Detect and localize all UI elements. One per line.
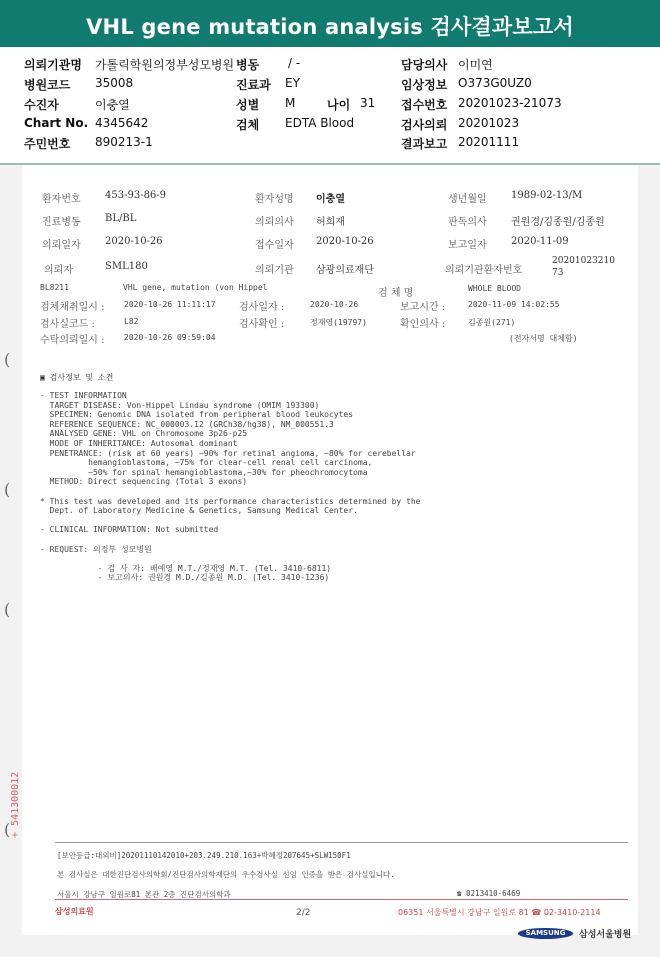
report-value-requesting-org: 삼광의료재단 (316, 265, 374, 276)
body-line: Dept. of Laboratory Medicine & Genetics, Samsung Medical Center. (40, 506, 358, 516)
page-number: 2/2 (296, 908, 311, 918)
report-label-patient-name: 환자성명 (255, 194, 294, 205)
body-line (40, 554, 421, 564)
test-name: VHL gene, mutation (von Hippel (123, 283, 268, 292)
page-title: VHL gene mutation analysis 검사결과보고서 (86, 15, 574, 39)
meta-label-lab-code: 검사실코드 : (40, 319, 95, 330)
header-value-ward: / - (288, 56, 301, 70)
report-label-reading-doctor: 판독의사 (448, 217, 487, 228)
lab-phone: ☎ 0213410-6469 (457, 889, 521, 898)
body-line (40, 516, 421, 526)
header-label-sex: 성별 (236, 98, 260, 112)
header-value-chart-no: 4345642 (95, 116, 149, 130)
header-label-specimen: 검체 (236, 118, 260, 132)
body-line: SPECIMEN: Genomic DNA isolated from peripheral blood leukocytes (40, 410, 354, 420)
binder-hole-icon: ( (4, 820, 11, 839)
meta-value-test-date: 2020-10-26 (310, 300, 359, 309)
report-value-patient-name: 이충열 (316, 194, 345, 205)
body-line: ANALYSED GENE: VHL on Chromosome 3p26-p25 (40, 429, 248, 439)
body-line: TARGET DISEASE: Von-Hippel Lindau syndrome (OMIM 193300) (40, 400, 320, 410)
binder-hole-icon: ( (4, 480, 11, 499)
meta-value-consign: 2020-10-26 09:59:04 (124, 333, 216, 342)
header-value-hospital-code: 35008 (95, 76, 134, 90)
lab-address: 서울시 강남구 일원로81 본관 2층 진단검사의학과 (57, 890, 231, 899)
meta-label-test-date: 검사일자 : (239, 302, 285, 313)
report-value-ward: BL/BL (105, 213, 137, 224)
header-label-receipt-no: 접수번호 (401, 98, 448, 112)
section-title: ▣ 검사정보 및 소견 (40, 373, 114, 382)
body-line (40, 487, 421, 497)
header-label-ward: 병동 (236, 58, 260, 72)
header-value-physician: 이미연 (458, 58, 493, 72)
body-line: - TEST INFORMATION (40, 391, 127, 400)
header-label-patient: 수진자 (24, 98, 59, 112)
header-label-hospital-code: 병원코드 (24, 78, 71, 92)
meta-label-collection: 검체채취일시 : (40, 302, 105, 313)
hospital-address: 06351 서울특별시 강남구 일원로 81 ☎ 02-3410-2114 (398, 908, 601, 917)
report-label-request-date: 의뢰일자 (42, 240, 81, 251)
body-line (40, 535, 421, 545)
report-value-dob: 1989-02-13/M (511, 190, 583, 201)
header-value-institution: 가톨릭학원의정부성모병원 (95, 58, 235, 72)
body-line: hemangioblastoma, ~75% for clear-cell renal cell carcinoma, (40, 458, 373, 468)
samsung-logo: SAMSUNG (518, 928, 573, 939)
security-line: [보안등급:대외비]20201110142010+203.249.210.163+박혜정207645+SLW150F1 (57, 851, 351, 860)
body-line: - 보고의사: 권원경 M.D./김종원 M.D. (Tel. 3410-1236) (40, 573, 330, 583)
report-value-reading-doctor: 권원경/김종원/김종원 (511, 217, 605, 228)
header-value-sex: M (285, 96, 296, 110)
meta-value-collection: 2020-10-26 11:11:17 (124, 300, 216, 309)
report-label-org-patient-no: 의뢰기관환자번호 (445, 265, 523, 276)
report-value-report-date: 2020-11-09 (511, 236, 569, 247)
certification-line: 본 검사실은 대한진단검사의학회/진단검사의학재단의 우수검사실 신임 인증을 받은 검사실입니다. (57, 870, 395, 879)
header-label-report-date: 결과보고 (401, 137, 448, 151)
title-bar (0, 0, 660, 47)
report-value-patient-no: 453-93-86-9 (105, 190, 167, 201)
binder-hole-icon: ( (4, 600, 11, 619)
report-label-report-date: 보고일자 (448, 240, 487, 251)
body-line: METHOD: Direct sequencing (Total 3 exons) (40, 477, 248, 487)
meta-value-verified: 정재영(19797) (310, 318, 367, 327)
hospital-group-name: 삼성의료원 (55, 907, 94, 916)
header-value-specimen: EDTA Blood (285, 116, 355, 130)
header-value-patient: 이충열 (95, 98, 130, 112)
body-line: MODE OF INHERITANCE: Autosomal dominant (40, 438, 238, 448)
report-value-requester: SML180 (105, 261, 148, 272)
report-label-dob: 생년월일 (448, 194, 487, 205)
header-label-physician: 담당의사 (401, 58, 448, 72)
body-line: REFERENCE SEQUENCE: NC_000003.12 (GRCh38/hg38), NM_000551.3 (40, 419, 334, 429)
meta-label-confirm-doctor: 확인의사 : (400, 319, 446, 330)
report-label-ward: 진료병동 (42, 217, 81, 228)
footer-red-line (55, 899, 628, 900)
report-label-patient-no: 환자번호 (42, 194, 81, 205)
body-line: ~50% for spinal hemangioblastoma,~30% for pheochromocytoma (40, 467, 368, 477)
specimen-name-value: WHOLE BLOOD (468, 284, 521, 293)
report-value-request-date: 2020-10-26 (105, 236, 163, 247)
report-label-requesting-org: 의뢰기관 (255, 265, 294, 276)
header-label-age: 나이 (327, 98, 351, 112)
header-label-request-date: 검사의뢰 (401, 118, 448, 132)
hospital-brand: 삼성서울병원 (579, 930, 632, 940)
report-value-receipt-date: 2020-10-26 (316, 236, 374, 247)
body-line: - CLINICAL INFORMATION: Not submitted (40, 525, 219, 535)
header-value-receipt-no: 20201023-21073 (458, 96, 562, 110)
side-serial-number: + 541300012 (10, 771, 21, 838)
body-line: PENETRANCE: (risk at 60 years) ~90% for retinal angioma, ~80% for cerebellar (40, 448, 416, 458)
meta-value-report-time: 2020-11-09 14:02:55 (468, 300, 560, 309)
header-label-chart-no: Chart No. (24, 116, 89, 130)
e-signature-note: (전자서명 대체함) (509, 334, 578, 343)
meta-value-lab-code: L82 (124, 317, 139, 326)
meta-label-verified: 검사확인 : (239, 319, 285, 330)
header-value-department: EY (285, 76, 300, 90)
test-information-body (40, 391, 421, 583)
header-label-clinical-info: 임상정보 (401, 78, 448, 92)
test-code: BL8211 (40, 283, 69, 292)
body-line: - REQUEST: 의정부 성모병원 (40, 544, 152, 554)
body-line: * This test was developed and its performance characteristics determined by the (40, 496, 421, 506)
report-label-requester: 의뢰자 (44, 265, 73, 276)
specimen-name-label: 검 체 명 (378, 288, 414, 299)
header-label-institution: 의뢰기관명 (24, 58, 82, 72)
report-value-org-patient-no: 20201023210 73 (552, 256, 615, 278)
report-label-receipt-date: 접수일자 (255, 240, 294, 251)
body-line: - 검 사 자: 배예영 M.T./정재영 M.T. (Tel. 3410-6811) (40, 563, 332, 573)
header-value-request-date: 20201023 (458, 116, 520, 130)
report-value-referring-doctor: 허희재 (316, 217, 345, 228)
report-label-referring-doctor: 의뢰의사 (255, 217, 294, 228)
footer-divider (55, 842, 628, 843)
meta-label-consign: 수탁의뢰일시 : (40, 335, 105, 346)
header-value-age: 31 (360, 96, 376, 110)
header-value-clinical-info: O373G0UZ0 (458, 76, 532, 90)
header-label-department: 진료과 (236, 78, 271, 92)
meta-label-report-time: 보고시간 : (400, 302, 446, 313)
header-label-resident-no: 주민번호 (24, 137, 71, 151)
binder-hole-icon: ( (4, 350, 11, 369)
meta-value-confirm-doctor: 김종원(271) (468, 318, 516, 327)
header-value-resident-no: 890213-1 (95, 135, 153, 149)
header-value-report-date: 20201111 (458, 135, 520, 149)
